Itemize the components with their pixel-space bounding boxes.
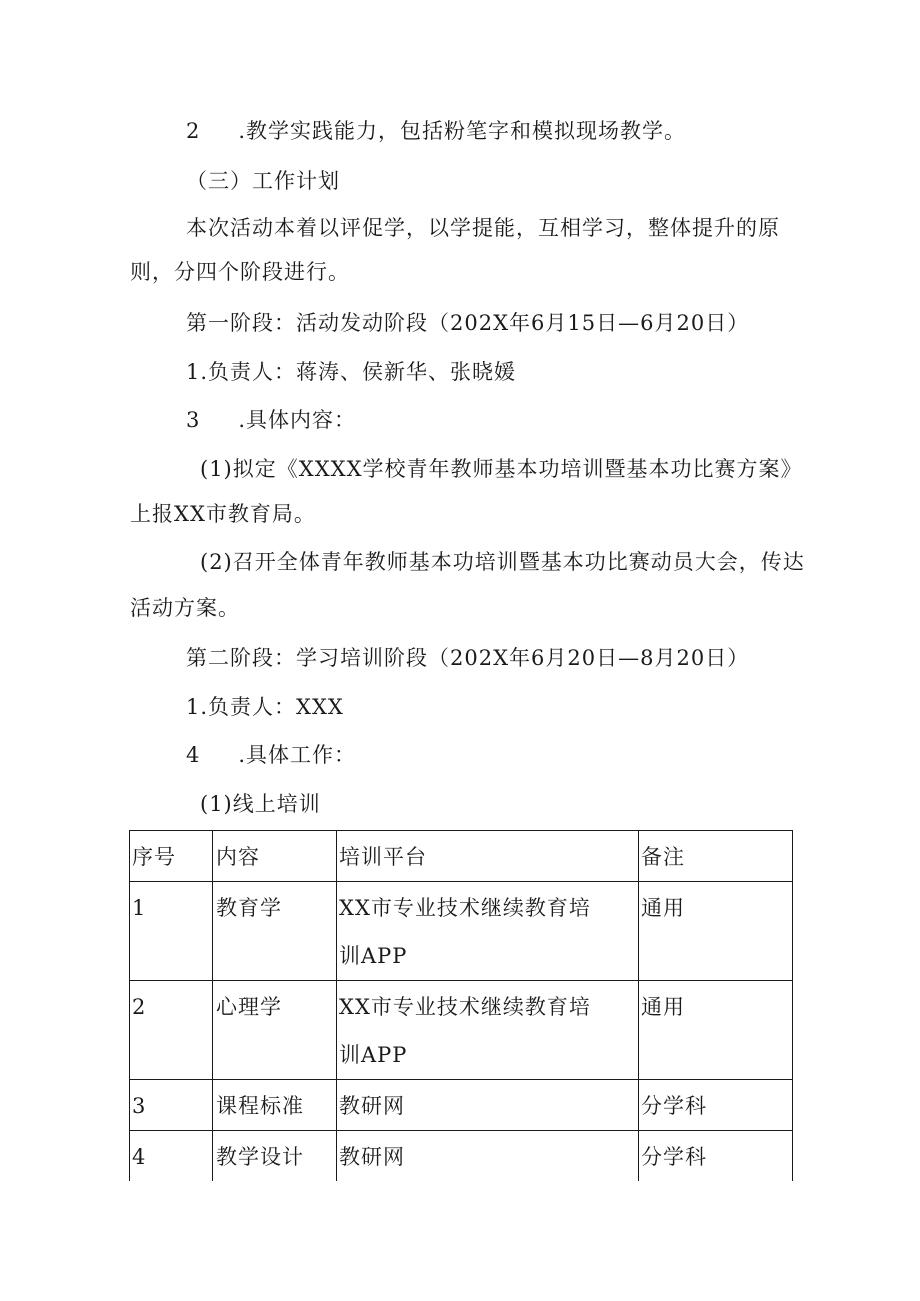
row-number: 3 <box>130 1080 213 1131</box>
table-row <box>130 1080 793 1131</box>
row-content: 课程标准 <box>213 1080 337 1131</box>
stage-one-item2-line1: (2)召开全体青年教师基本功培训暨基本功比赛动员大会，传达 <box>200 550 805 574</box>
row-platform <box>337 882 639 981</box>
stage-one-content-label <box>186 405 356 435</box>
stage-one-owner: 1.负责人：蒋涛、侯新华、张晓媛 <box>186 360 517 384</box>
paragraph-practice-ability <box>186 116 686 146</box>
table-row <box>130 981 793 1080</box>
row-note: 通用 <box>639 882 793 981</box>
row-number: 4 <box>130 1131 213 1182</box>
platform-line: XX市专业技术继续教育培 <box>339 995 591 1019</box>
row-platform: 教研网 <box>337 1131 639 1182</box>
paragraph-principle-line2: 则，分四个阶段进行。 <box>130 260 350 284</box>
stage-one-item1-line1: (1)拟定《XXXX学校青年教师基本功培训暨基本功比赛方案》 <box>200 457 803 481</box>
row-number: 1 <box>130 882 213 981</box>
header-cell: 序号 <box>130 831 213 882</box>
header-cell: 内容 <box>213 831 337 882</box>
paragraph-text: .教学实践能力，包括粉笔字和模拟现场教学。 <box>238 119 687 143</box>
list-number: 2 <box>186 119 201 143</box>
stage-one-item1-line2: 上报XX市教育局。 <box>130 502 316 526</box>
platform-line: 训APP <box>339 944 408 968</box>
row-note: 分学科 <box>639 1080 793 1131</box>
training-table <box>129 830 793 1181</box>
row-number: 2 <box>130 981 213 1080</box>
list-number: 4 <box>186 743 201 767</box>
row-platform: 教研网 <box>337 1080 639 1131</box>
row-note: 分学科 <box>639 1131 793 1182</box>
stage-one-heading: 第一阶段：活动发动阶段（202X年6月15日—6月20日） <box>186 311 750 335</box>
stage-two-heading: 第二阶段：学习培训阶段（202X年6月20日—8月20日） <box>186 646 750 670</box>
stage-two-owner: 1.负责人：XXX <box>186 695 344 719</box>
row-platform <box>337 981 639 1080</box>
section-heading-work-plan: （三）工作计划 <box>186 169 340 193</box>
list-number: 3 <box>186 408 201 432</box>
stage-two-work-label <box>186 740 356 770</box>
row-note: 通用 <box>639 981 793 1080</box>
row-content: 心理学 <box>213 981 337 1080</box>
paragraph-text: .具体工作： <box>238 743 357 767</box>
stage-one-item2-line2: 活动方案。 <box>130 596 240 620</box>
table-row <box>130 882 793 981</box>
row-content: 教学设计 <box>213 1131 337 1182</box>
paragraph-principle-line1: 本次活动本着以评促学，以学提能，互相学习，整体提升的原 <box>186 216 780 240</box>
platform-line: 训APP <box>339 1043 408 1067</box>
paragraph-text: .具体内容： <box>238 408 357 432</box>
header-cell: 备注 <box>639 831 793 882</box>
row-content: 教育学 <box>213 882 337 981</box>
online-training-label: (1)线上培训 <box>200 792 321 816</box>
platform-line: XX市专业技术继续教育培 <box>339 896 591 920</box>
header-cell: 培训平台 <box>337 831 639 882</box>
table-header-row <box>130 831 793 882</box>
table-row <box>130 1131 793 1182</box>
